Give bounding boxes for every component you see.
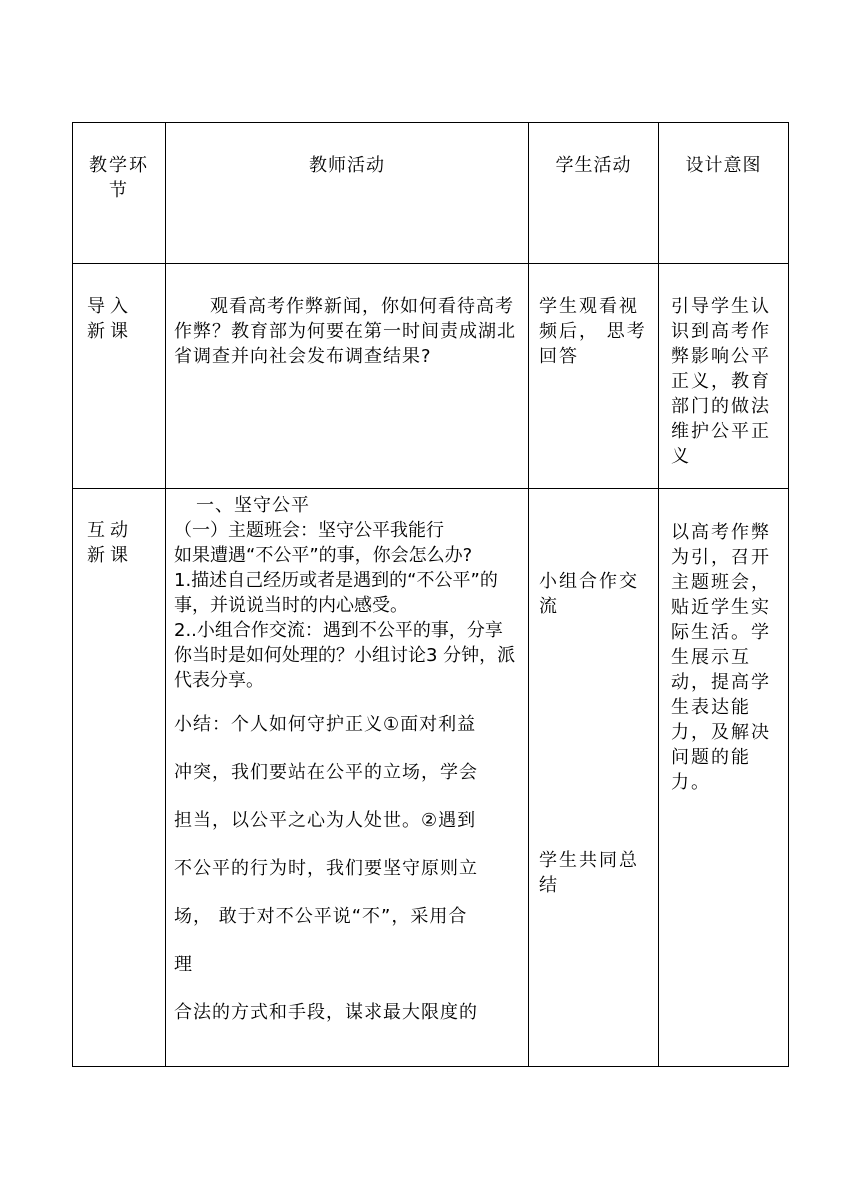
main-student-activity-summary: 学生共同总结 <box>539 850 639 896</box>
summary-line: 小结：个人如何守护正义①面对利益 <box>174 714 477 735</box>
teacher-summary <box>174 701 520 1037</box>
teacher-line: 2..小组合作交流：遇到不公平的事，分享你当时是如何处理的？小组讨论3 分钟，派代表分享。 <box>174 620 516 691</box>
main-teacher-cell <box>166 489 529 1067</box>
main-stage-cell <box>73 489 166 1067</box>
summary-line: 不公平的行为时，我们要坚守原则立 <box>174 858 478 879</box>
teacher-line: （一）主题班会：坚守公平我能行 <box>174 520 444 541</box>
lesson-plan-table <box>72 122 789 1067</box>
intro-student-activity: 学生观看视频后， 思考回答 <box>539 296 647 367</box>
section-title: 一、坚守公平 <box>196 495 310 516</box>
intro-student-cell <box>529 264 659 489</box>
header-design: 设计意图 <box>685 155 762 176</box>
summary-line: 理 <box>174 954 193 975</box>
teacher-line: 1.描述自己经历或者是遇到的“不公平”的事，并说说当时的内心感受。 <box>174 570 498 616</box>
header-teacher: 教师活动 <box>309 155 385 176</box>
header-design-cell <box>659 123 789 264</box>
table-row-intro <box>73 264 789 489</box>
summary-line: 合法的方式和手段，谋求最大限度的 <box>174 1002 478 1023</box>
main-design-intent: 以高考作弊为引，召开主题班会，贴近学生实际生活。学生展示互动，提高学生表达能力，及解决问题的能力。 <box>671 522 771 793</box>
summary-line: 担当，以公平之心为人处世。②遇到 <box>174 810 477 831</box>
intro-teacher-activity: 观看高考作弊新闻，你如何看待高考作弊？教育部为何要在第一时间责成湖北省调查并向社会发布调查结果? <box>174 296 516 367</box>
intro-design-cell <box>659 264 789 489</box>
header-student-cell <box>529 123 659 264</box>
intro-stage-cell <box>73 264 166 489</box>
header-stage-cell <box>73 123 166 264</box>
summary-line: 冲突，我们要站在公平的立场，学会 <box>174 762 478 783</box>
intro-teacher-cell <box>166 264 529 489</box>
table-header-row <box>73 123 789 264</box>
main-stage: 互动新课 <box>87 520 133 566</box>
main-student-cell <box>529 489 659 1067</box>
intro-design-intent: 引导学生认识到高考作弊影响公平正义，教育部门的做法维护公平正义 <box>671 296 771 467</box>
main-design-cell <box>659 489 789 1067</box>
header-stage: 教学环节 <box>89 155 149 201</box>
header-teacher-cell <box>166 123 529 264</box>
table-row-interactive <box>73 489 789 1067</box>
summary-line: 场， 敢于对不公平说“不”，采用合 <box>174 906 468 927</box>
teacher-line: 如果遭遇“不公平”的事，你会怎么办? <box>174 545 473 566</box>
intro-stage: 导入新课 <box>87 296 133 342</box>
main-teacher-activity <box>166 489 528 1037</box>
header-student: 学生活动 <box>555 155 632 176</box>
main-student-activity-group: 小组合作交流 <box>539 571 639 617</box>
